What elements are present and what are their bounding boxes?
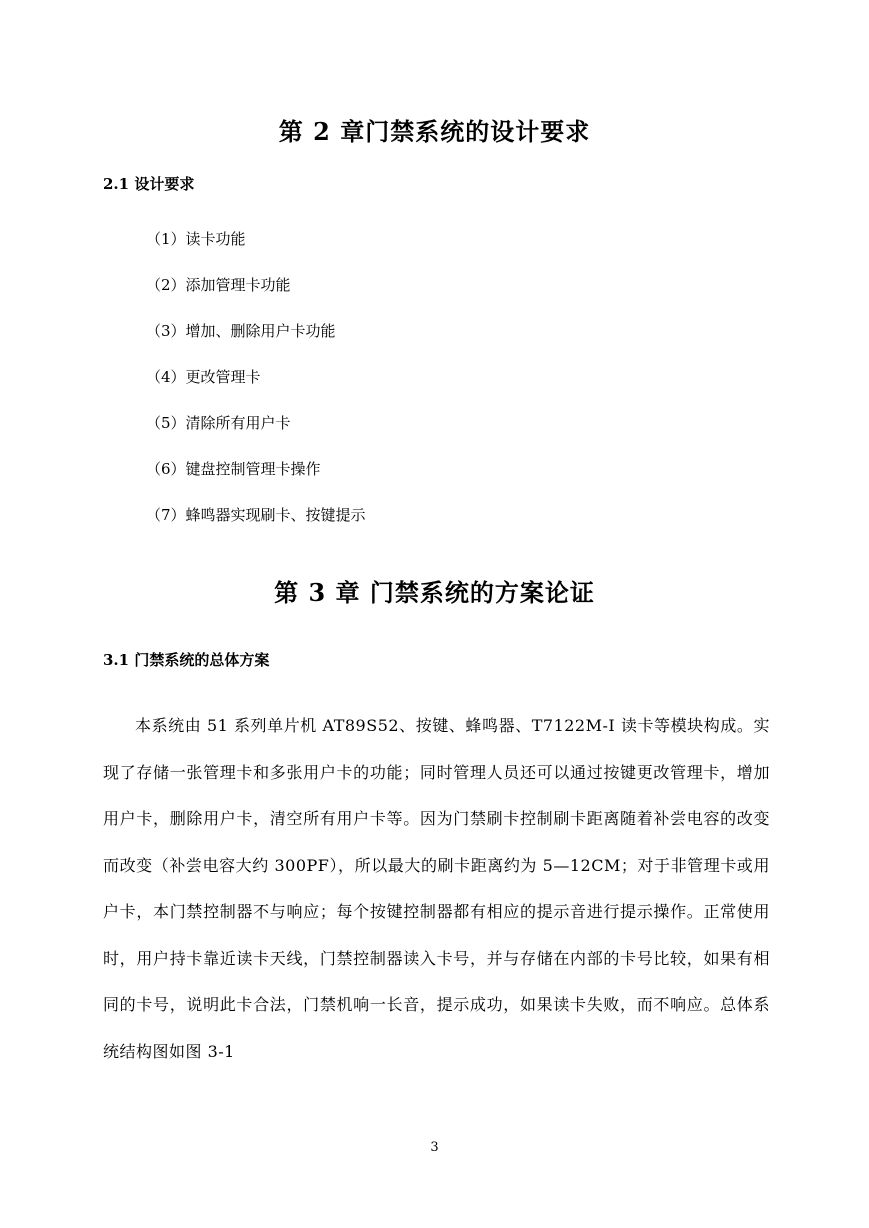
overview-paragraph: 本系统由 51 系列单片机 AT89S52、按键、蜂鸣器、T7122M-I 读卡等模块构成。实现了存储一张管理卡和多张用户卡的功能；同时管理人员还可以通过按键更改管理卡，增加用户卡，删除用户卡，清空所有用户卡等。因为门禁刷卡控制刷卡距离随着补尝电容的改变而改变（补尝电容大约 300PF），所以最大的刷卡距离约为 5—12CM；对于非管理卡或用户卡，本门禁控制器不与响应；每个按键控制器都有相应的提示音进行提示操作。正常使用时，用户持卡靠近读卡天线，门禁控制器读入卡号，并与存储在内部的卡号比较，如果有相同的卡号，说明此卡合法，门禁机响一长音，提示成功，如果读卡失败，而不响应。总体系统结构图如图 3-1 [103, 716, 770, 1061]
chapter-2-title: 第 2 章门禁系统的设计要求 [278, 117, 591, 146]
requirement-item-5: （5）清除所有用户卡 [146, 414, 291, 432]
requirement-item-4: （4）更改管理卡 [146, 368, 261, 386]
page-number: 3 [430, 1140, 439, 1155]
requirement-item-2: （2）添加管理卡功能 [146, 276, 291, 294]
requirement-item-1: （1）读卡功能 [146, 230, 246, 248]
requirements-list [146, 229, 366, 551]
requirement-item-3: （3）增加、删除用户卡功能 [146, 322, 336, 340]
requirement-item-7: （7）蜂鸣器实现刷卡、按键提示 [146, 506, 366, 524]
requirement-item-6: （6）键盘控制管理卡操作 [146, 460, 321, 478]
chapter-3-title: 第 3 章 门禁系统的方案论证 [274, 578, 595, 607]
section-2-1-title: 2.1 设计要求 [103, 175, 195, 193]
section-3-1-title: 3.1 门禁系统的总体方案 [103, 651, 270, 669]
